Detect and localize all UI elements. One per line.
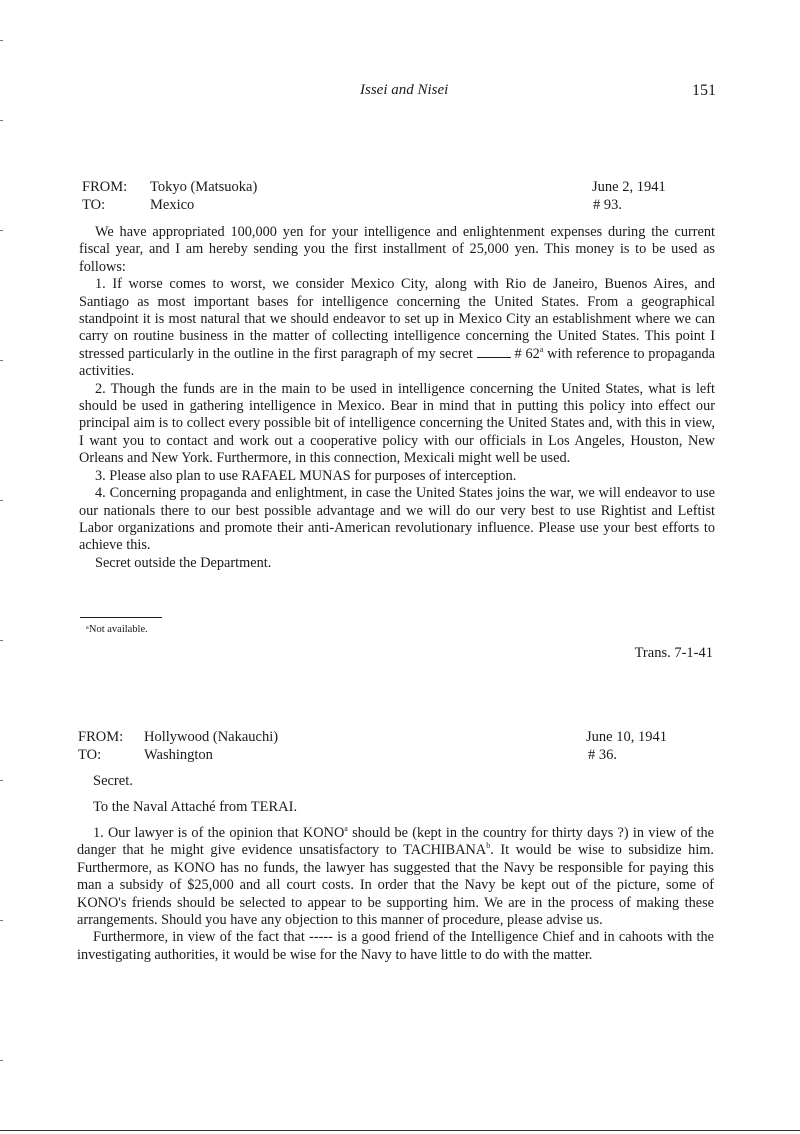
- footnote-marker: a: [539, 345, 544, 355]
- message2-from-row: [78, 729, 668, 747]
- message-number: # 93.: [593, 196, 622, 213]
- paragraph-text: should be (kept in the country for thirty days ?) in view of the danger that he might give evidence unsatisfactory to TACHIBANA: [77, 825, 714, 859]
- from-label: FROM:: [78, 729, 124, 745]
- paragraph-text: 1. If worse comes to worst, we consider Mexico City, along with Rio de Janeiro, Buenos Aires, and Santiago as most important bases for intelligence concerning the United States. From a geographical standpoint it is most natural that we should endeavor to set up in Mexico City an establishment where we can carry on routine business in the matter of collecting intelligence concerning the United States. This point I stressed particularly in the outline in the first paragraph of my secret: [79, 276, 715, 362]
- message-number: # 36.: [588, 746, 617, 763]
- paragraph-text: . It would be wise to subsidize him. Furthermore, as KONO has no funds, the lawyer has suggested that the Navy be responsible for paying this man a subsidy of $25,000 and all court costs. In order that the Navy be kept out of the picture, some of KONO's friends should be selected to appear to be supporting him. We are in the process of making these arrangements. Should you have any objection to this manner of procedure, please advise us.: [77, 842, 714, 929]
- paragraph: Secret outside the Department.: [95, 554, 272, 571]
- addressee-line: To the Naval Attaché from TERAI.: [93, 799, 298, 815]
- paragraph: 4. Concerning propaganda and enlightment, in case the United States joins the war, we will endeavor to use our nationals there to our best possible advantage and we will do our very best to use Rightist and Leftist Labor organizations and promote their anti-American revolutionary influence. Please use your best efforts to achieve this.: [79, 485, 715, 554]
- message2-body: [77, 825, 714, 964]
- message-date: June 2, 1941: [592, 179, 666, 195]
- page-number: 151: [692, 82, 716, 99]
- message2-to-row: [78, 747, 668, 765]
- footnote-marker: a: [344, 824, 348, 834]
- paragraph-text: with reference to propaganda activities.: [79, 345, 715, 380]
- translation-date: Trans. 7-1-41: [634, 645, 713, 661]
- footnote-rule: [80, 617, 162, 618]
- scan-edge-mark: [0, 40, 3, 41]
- scan-edge-mark: [0, 360, 3, 361]
- message1-body: [79, 224, 715, 572]
- paragraph-text: 1. Our lawyer is of the opinion that KONO: [93, 825, 345, 841]
- scan-edge-mark: [0, 120, 3, 121]
- scan-edge-mark: [0, 230, 3, 231]
- from-value: Tokyo (Matsuoka): [150, 179, 258, 195]
- from-value: Hollywood (Nakauchi): [144, 729, 279, 745]
- scan-edge-mark: [0, 500, 3, 501]
- from-label: FROM:: [82, 179, 128, 195]
- to-label: TO:: [82, 196, 106, 213]
- message1-header: [82, 179, 672, 214]
- paragraph: We have appropriated 100,000 yen for your intelligence and enlightenment expenses during the current fiscal year, and I am hereby sending you the first installment of 25,000 yen. This money is to be used as follows:: [79, 224, 715, 275]
- running-title: Issei and Nisei: [360, 82, 449, 98]
- reference-number: # 62: [514, 345, 540, 362]
- paragraph: [79, 276, 715, 380]
- message-date: June 10, 1941: [586, 729, 667, 745]
- footnote: ᵃNot available.: [86, 624, 148, 635]
- footnote-marker: b: [486, 841, 491, 851]
- to-value: Washington: [144, 746, 213, 763]
- message1-to-row: [82, 197, 672, 215]
- scan-edge-mark: [0, 920, 3, 921]
- running-head: [0, 82, 800, 102]
- message1-from-row: [82, 179, 672, 197]
- redaction-blank: [477, 347, 511, 358]
- paragraph: [77, 825, 714, 929]
- to-value: Mexico: [150, 196, 195, 213]
- paragraph: 2. Though the funds are in the main to be used in intelligence concerning the United States, what is left should be used in gathering intelligence in Mexico. Bear in mind that in putting this policy into effect our principal aim is to collect every possible bit of intelligence concerning the United States and, with this in view, I want you to contact and work out a cooperative policy with our officials in Los Angeles, Houston, New Orleans and New York. Furthermore, in this connection, Mexicali might well be used.: [79, 380, 715, 467]
- scan-edge-mark: [0, 1060, 3, 1061]
- message2-header: [78, 729, 668, 764]
- secret-label: Secret.: [93, 773, 133, 789]
- paragraph: 3. Please also plan to use RAFAEL MUNAS for purposes of interception.: [95, 467, 517, 484]
- paragraph: Furthermore, in view of the fact that ----- is a good friend of the Intelligence Chief and in cahoots with the investigating authorities, it would be wise for the Navy to have little to do with the matter.: [77, 929, 714, 963]
- page-bottom-edge: [0, 1130, 800, 1131]
- scan-edge-mark: [0, 640, 3, 641]
- scan-edge-mark: [0, 780, 3, 781]
- to-label: TO:: [78, 746, 102, 763]
